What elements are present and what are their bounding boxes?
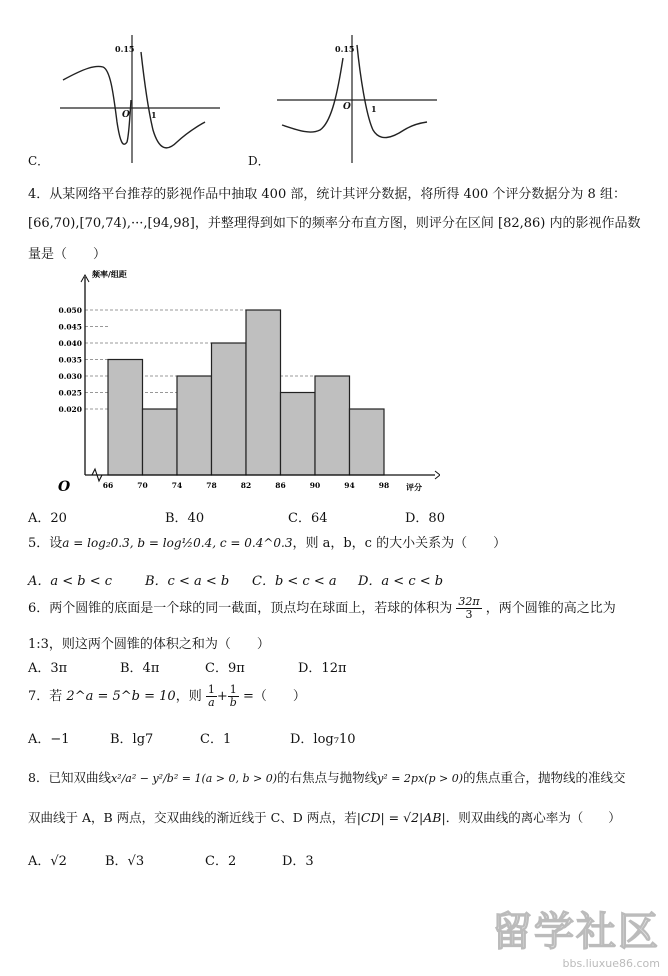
- q6-line1: [28, 596, 616, 621]
- graph-d: [272, 30, 442, 165]
- q6-option-c[interactable]: C．9π: [205, 661, 245, 676]
- watermark: [492, 900, 660, 970]
- q7-option-d[interactable]: D．log₇10: [290, 732, 356, 747]
- histogram-bar: [315, 376, 350, 475]
- y-tick-label: 0.040: [58, 339, 82, 348]
- q6-frac-num: 32π: [458, 595, 480, 608]
- q7-frac-2: [228, 684, 239, 709]
- q8-option-c[interactable]: C．2: [205, 854, 237, 869]
- q6-line2: 1:3，则这两个圆锥的体积之和为（ ）: [28, 637, 270, 652]
- graph-d-one: 1: [371, 104, 377, 114]
- q5-option-a[interactable]: A．a < b < c: [28, 574, 113, 589]
- q8-line1: [28, 768, 626, 786]
- q8-line2a: 双曲线于 A，B 两点，交双曲线的渐近线于 C、D 两点，若: [28, 810, 357, 825]
- x-tick-label: 66: [102, 481, 114, 490]
- x-tick-label: 86: [275, 481, 286, 490]
- histogram-bar: [177, 376, 212, 475]
- x-tick-label: 70: [137, 481, 148, 490]
- y-tick-label: 0.025: [58, 388, 82, 398]
- frequency-histogram: [40, 265, 440, 497]
- q8-option-d[interactable]: D．3: [282, 854, 314, 869]
- q8-hyperbola: x²/a² − y²/b² = 1(a > 0, b > 0): [110, 772, 278, 785]
- histogram-bar: [212, 343, 247, 475]
- q5-expr: a = log₂0.3, b = log½0.4, c = 0.4^0.3: [62, 536, 293, 550]
- q5-option-c[interactable]: C．b < c < a: [252, 574, 337, 589]
- q4-line3: 量是（ ）: [28, 247, 107, 262]
- graph-c-one: 1: [151, 110, 157, 120]
- q4-option-c[interactable]: C．64: [288, 511, 328, 526]
- histogram-bar: [108, 360, 143, 476]
- histogram-bar: [143, 409, 178, 475]
- histogram-bar: [350, 409, 385, 475]
- x-tick-label: 78: [206, 481, 217, 490]
- x-tick-label: 82: [240, 481, 252, 490]
- q8-mid: 的右焦点与抛物线: [277, 770, 378, 785]
- q8-option-a[interactable]: A．√2: [28, 854, 67, 869]
- q4-option-d[interactable]: D．80: [405, 511, 445, 526]
- q7-frac2-num: 1: [228, 684, 239, 697]
- q4-line2: [66,70),[70,74),···,[94,98]，并整理得到如下的频率分布直方图，则评分在区间 [82,86) 内的影视作品数: [28, 216, 641, 231]
- q6-option-b[interactable]: B．4π: [120, 661, 160, 676]
- q7-frac1-den: a: [208, 696, 215, 709]
- watermark-logo-text: 留学社区: [492, 909, 660, 955]
- q7-frac2-den: b: [229, 696, 237, 709]
- q6-text1-end: ，两个圆锥的高之比为: [485, 601, 616, 616]
- q5-stem: [28, 532, 506, 551]
- q7-option-b[interactable]: B．lg7: [110, 732, 154, 747]
- watermark-url: bbs.liuxue86.com: [562, 957, 660, 970]
- x-tick-label: 94: [344, 481, 355, 490]
- y-tick-label: 0.050: [58, 306, 82, 315]
- graph-d-label: D．: [248, 154, 270, 168]
- graph-c-origin: O: [122, 110, 130, 120]
- q4-line1: 4．从某网络平台推荐的影视作品中抽取 400 部，统计其评分数据，将所得 400 个评分数据分为 8 组：: [28, 187, 626, 202]
- q7-expr: 2^a = 5^b = 10: [66, 689, 176, 704]
- q7-frac-1: [206, 684, 217, 709]
- q6-frac-den: 3: [465, 608, 473, 621]
- q7-mid: ，则: [175, 689, 202, 704]
- q7-stem: [28, 684, 306, 709]
- q7-prefix: 7．若: [28, 689, 63, 704]
- q6-option-a[interactable]: A．3π: [28, 661, 68, 676]
- q8-prefix: 8．已知双曲线: [28, 770, 111, 785]
- histogram-bar: [246, 310, 281, 475]
- q7-frac1-num: 1: [207, 683, 215, 696]
- q7-plus: +: [216, 689, 228, 704]
- q4-option-a[interactable]: A．20: [28, 511, 67, 526]
- y-tick-label: 0.045: [58, 322, 82, 332]
- q7-option-a[interactable]: A．−1: [28, 732, 70, 747]
- q8-parabola: y² = 2px(p > 0): [377, 772, 463, 785]
- q6-text1: 6．两个圆锥的底面是一个球的同一截面，顶点均在球面上，若球的体积为: [28, 601, 453, 616]
- q8-option-b[interactable]: B．√3: [105, 854, 145, 869]
- q4-option-b[interactable]: B．40: [165, 511, 205, 526]
- q6-option-d[interactable]: D．12π: [298, 661, 347, 676]
- y-tick-label: 0.020: [58, 405, 82, 414]
- q7-option-c[interactable]: C．1: [200, 732, 232, 747]
- graph-c: [55, 30, 225, 165]
- graph-c-ytick: 0.15: [115, 44, 135, 54]
- q8-line2: [28, 808, 621, 826]
- graph-d-origin: O: [343, 102, 351, 112]
- y-tick-label: 0.030: [58, 372, 82, 381]
- x-tick-label: 98: [378, 481, 390, 490]
- q5-prefix: 5．设: [28, 536, 63, 551]
- x-tick-label: 90: [309, 481, 321, 490]
- x-axis-arrow: [435, 471, 440, 479]
- q8-line2-expr: |CD| = √2|AB|: [356, 810, 446, 825]
- q7-suffix: =（ ）: [242, 689, 306, 704]
- x-tick-label: 74: [171, 481, 183, 490]
- q6-volume-fraction: [456, 596, 481, 621]
- graph-c-label: C．: [28, 154, 50, 168]
- y-tick-label: 0.035: [58, 355, 82, 365]
- y-axis-title: 频率/组距: [92, 270, 127, 279]
- histogram-bar: [281, 393, 316, 476]
- q5-option-d[interactable]: D．a < c < b: [358, 574, 444, 589]
- origin-label: O: [58, 479, 71, 495]
- q8-suffix: 的焦点重合，抛物线的准线交: [463, 770, 626, 785]
- x-axis-title: 评分: [406, 483, 422, 492]
- q5-suffix: ，则 a，b，c 的大小关系为（ ）: [292, 536, 507, 551]
- graph-d-ytick: 0.15: [335, 44, 355, 54]
- q5-option-b[interactable]: B．c < a < b: [145, 574, 230, 589]
- q8-line2b: ．则双曲线的离心率为（ ）: [445, 810, 621, 825]
